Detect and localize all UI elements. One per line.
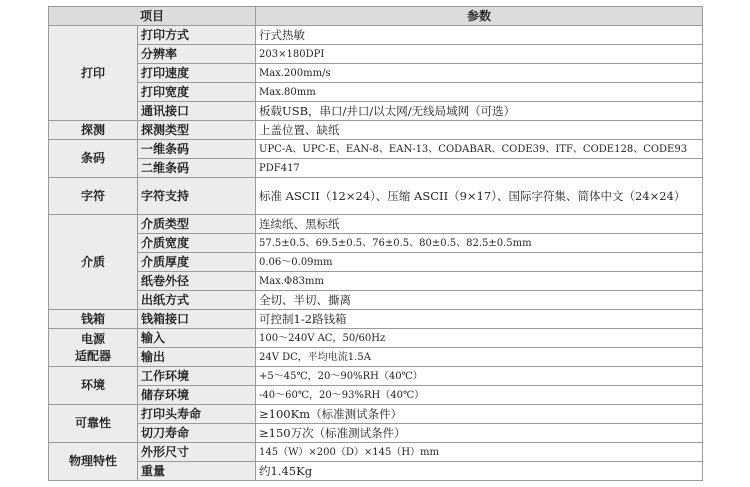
- table-row: [49, 348, 703, 367]
- item-name: 一维条码: [138, 140, 256, 159]
- item-value: 57.5±0.5、69.5±0.5、76±0.5、80±0.5、82.5±0.5mm: [256, 234, 703, 253]
- category-cell: 物理特性: [49, 443, 138, 481]
- table-row: [49, 140, 703, 159]
- category-cell: 探测: [49, 121, 138, 140]
- table-row: [49, 443, 703, 462]
- item-name: 打印方式: [138, 26, 256, 45]
- item-value: Max.Φ83mm: [256, 272, 703, 291]
- item-name: 通讯接口: [138, 102, 256, 121]
- category-cell: 条码: [49, 140, 138, 178]
- category-line: 电源: [80, 331, 105, 346]
- item-value: 行式热敏: [256, 26, 703, 45]
- item-value: 100～240V AC，50/60Hz: [256, 329, 703, 348]
- table-row: [49, 329, 703, 348]
- table-row: [49, 310, 703, 329]
- item-name: 分辨率: [138, 45, 256, 64]
- item-value: PDF417: [256, 159, 703, 178]
- item-name: 出纸方式: [138, 291, 256, 310]
- category-cell: [49, 329, 138, 367]
- item-value: 24V DC，平均电流1.5A: [256, 348, 703, 367]
- item-name: 打印速度: [138, 64, 256, 83]
- item-name: 探测类型: [138, 121, 256, 140]
- item-name: 二维条码: [138, 159, 256, 178]
- category-cell: 可靠性: [49, 405, 138, 443]
- item-name: 钱箱接口: [138, 310, 256, 329]
- table-row: [49, 178, 703, 215]
- table-row: [49, 64, 703, 83]
- item-value: +5～45℃，20～90%RH（40℃）: [256, 367, 703, 386]
- item-name: 重量: [138, 462, 256, 481]
- header-item: 项目: [49, 7, 256, 26]
- item-value: UPC-A、UPC-E、EAN-8、EAN-13、CODABAR、CODE39、ITF、CODE128、CODE93: [256, 140, 703, 159]
- table-row: [49, 253, 703, 272]
- item-value: Max.200mm/s: [256, 64, 703, 83]
- item-value: ≥150万次（标准测试条件）: [256, 424, 703, 443]
- item-value: 145（W）×200（D）×145（H）mm: [256, 443, 703, 462]
- item-name: 介质宽度: [138, 234, 256, 253]
- item-name: 打印宽度: [138, 83, 256, 102]
- item-value: Max.80mm: [256, 83, 703, 102]
- table-row: [49, 159, 703, 178]
- item-name: 字符支持: [138, 178, 256, 215]
- spec-table-container: [48, 6, 702, 481]
- table-header-row: [49, 7, 703, 26]
- table-row: [49, 83, 703, 102]
- category-cell: 环境: [49, 367, 138, 405]
- item-name: 介质厚度: [138, 253, 256, 272]
- item-name: 打印头寿命: [138, 405, 256, 424]
- item-value: 连续纸、黑标纸: [256, 215, 703, 234]
- category-line: 适配器: [74, 348, 111, 363]
- table-row: [49, 102, 703, 121]
- item-name: 储存环境: [138, 386, 256, 405]
- item-value: 全切、半切、撕离: [256, 291, 703, 310]
- item-value: 可控制1-2路钱箱: [256, 310, 703, 329]
- item-name: 输入: [138, 329, 256, 348]
- item-value: 0.06～0.09mm: [256, 253, 703, 272]
- item-name: 纸卷外径: [138, 272, 256, 291]
- table-row: [49, 215, 703, 234]
- item-value: 约1.45Kg: [256, 462, 703, 481]
- table-row: [49, 291, 703, 310]
- item-value: -40～60℃，20～93%RH（40℃）: [256, 386, 703, 405]
- table-row: [49, 26, 703, 45]
- category-cell: 打印: [49, 26, 138, 121]
- category-cell: 字符: [49, 178, 138, 215]
- table-row: [49, 367, 703, 386]
- item-name: 输出: [138, 348, 256, 367]
- item-name: 外形尺寸: [138, 443, 256, 462]
- category-cell: 介质: [49, 215, 138, 310]
- item-value: 上盖位置、缺纸: [256, 121, 703, 140]
- category-cell: 钱箱: [49, 310, 138, 329]
- table-row: [49, 234, 703, 253]
- table-row: [49, 405, 703, 424]
- item-value: 板载USB，串口/并口/以太网/无线局域网（可选）: [256, 102, 703, 121]
- table-row: [49, 121, 703, 140]
- header-params: 参数: [256, 7, 703, 26]
- spec-table: [48, 6, 703, 481]
- table-row: [49, 272, 703, 291]
- item-name: 切刀寿命: [138, 424, 256, 443]
- table-row: [49, 462, 703, 481]
- table-row: [49, 424, 703, 443]
- item-name: 工作环境: [138, 367, 256, 386]
- item-value: ≥100Km（标准测试条件）: [256, 405, 703, 424]
- item-value: 203×180DPI: [256, 45, 703, 64]
- item-value: 标准 ASCII（12×24）、压缩 ASCII（9×17）、国际字符集、简体中文（24×24）: [256, 178, 703, 215]
- table-row: [49, 45, 703, 64]
- table-row: [49, 386, 703, 405]
- item-name: 介质类型: [138, 215, 256, 234]
